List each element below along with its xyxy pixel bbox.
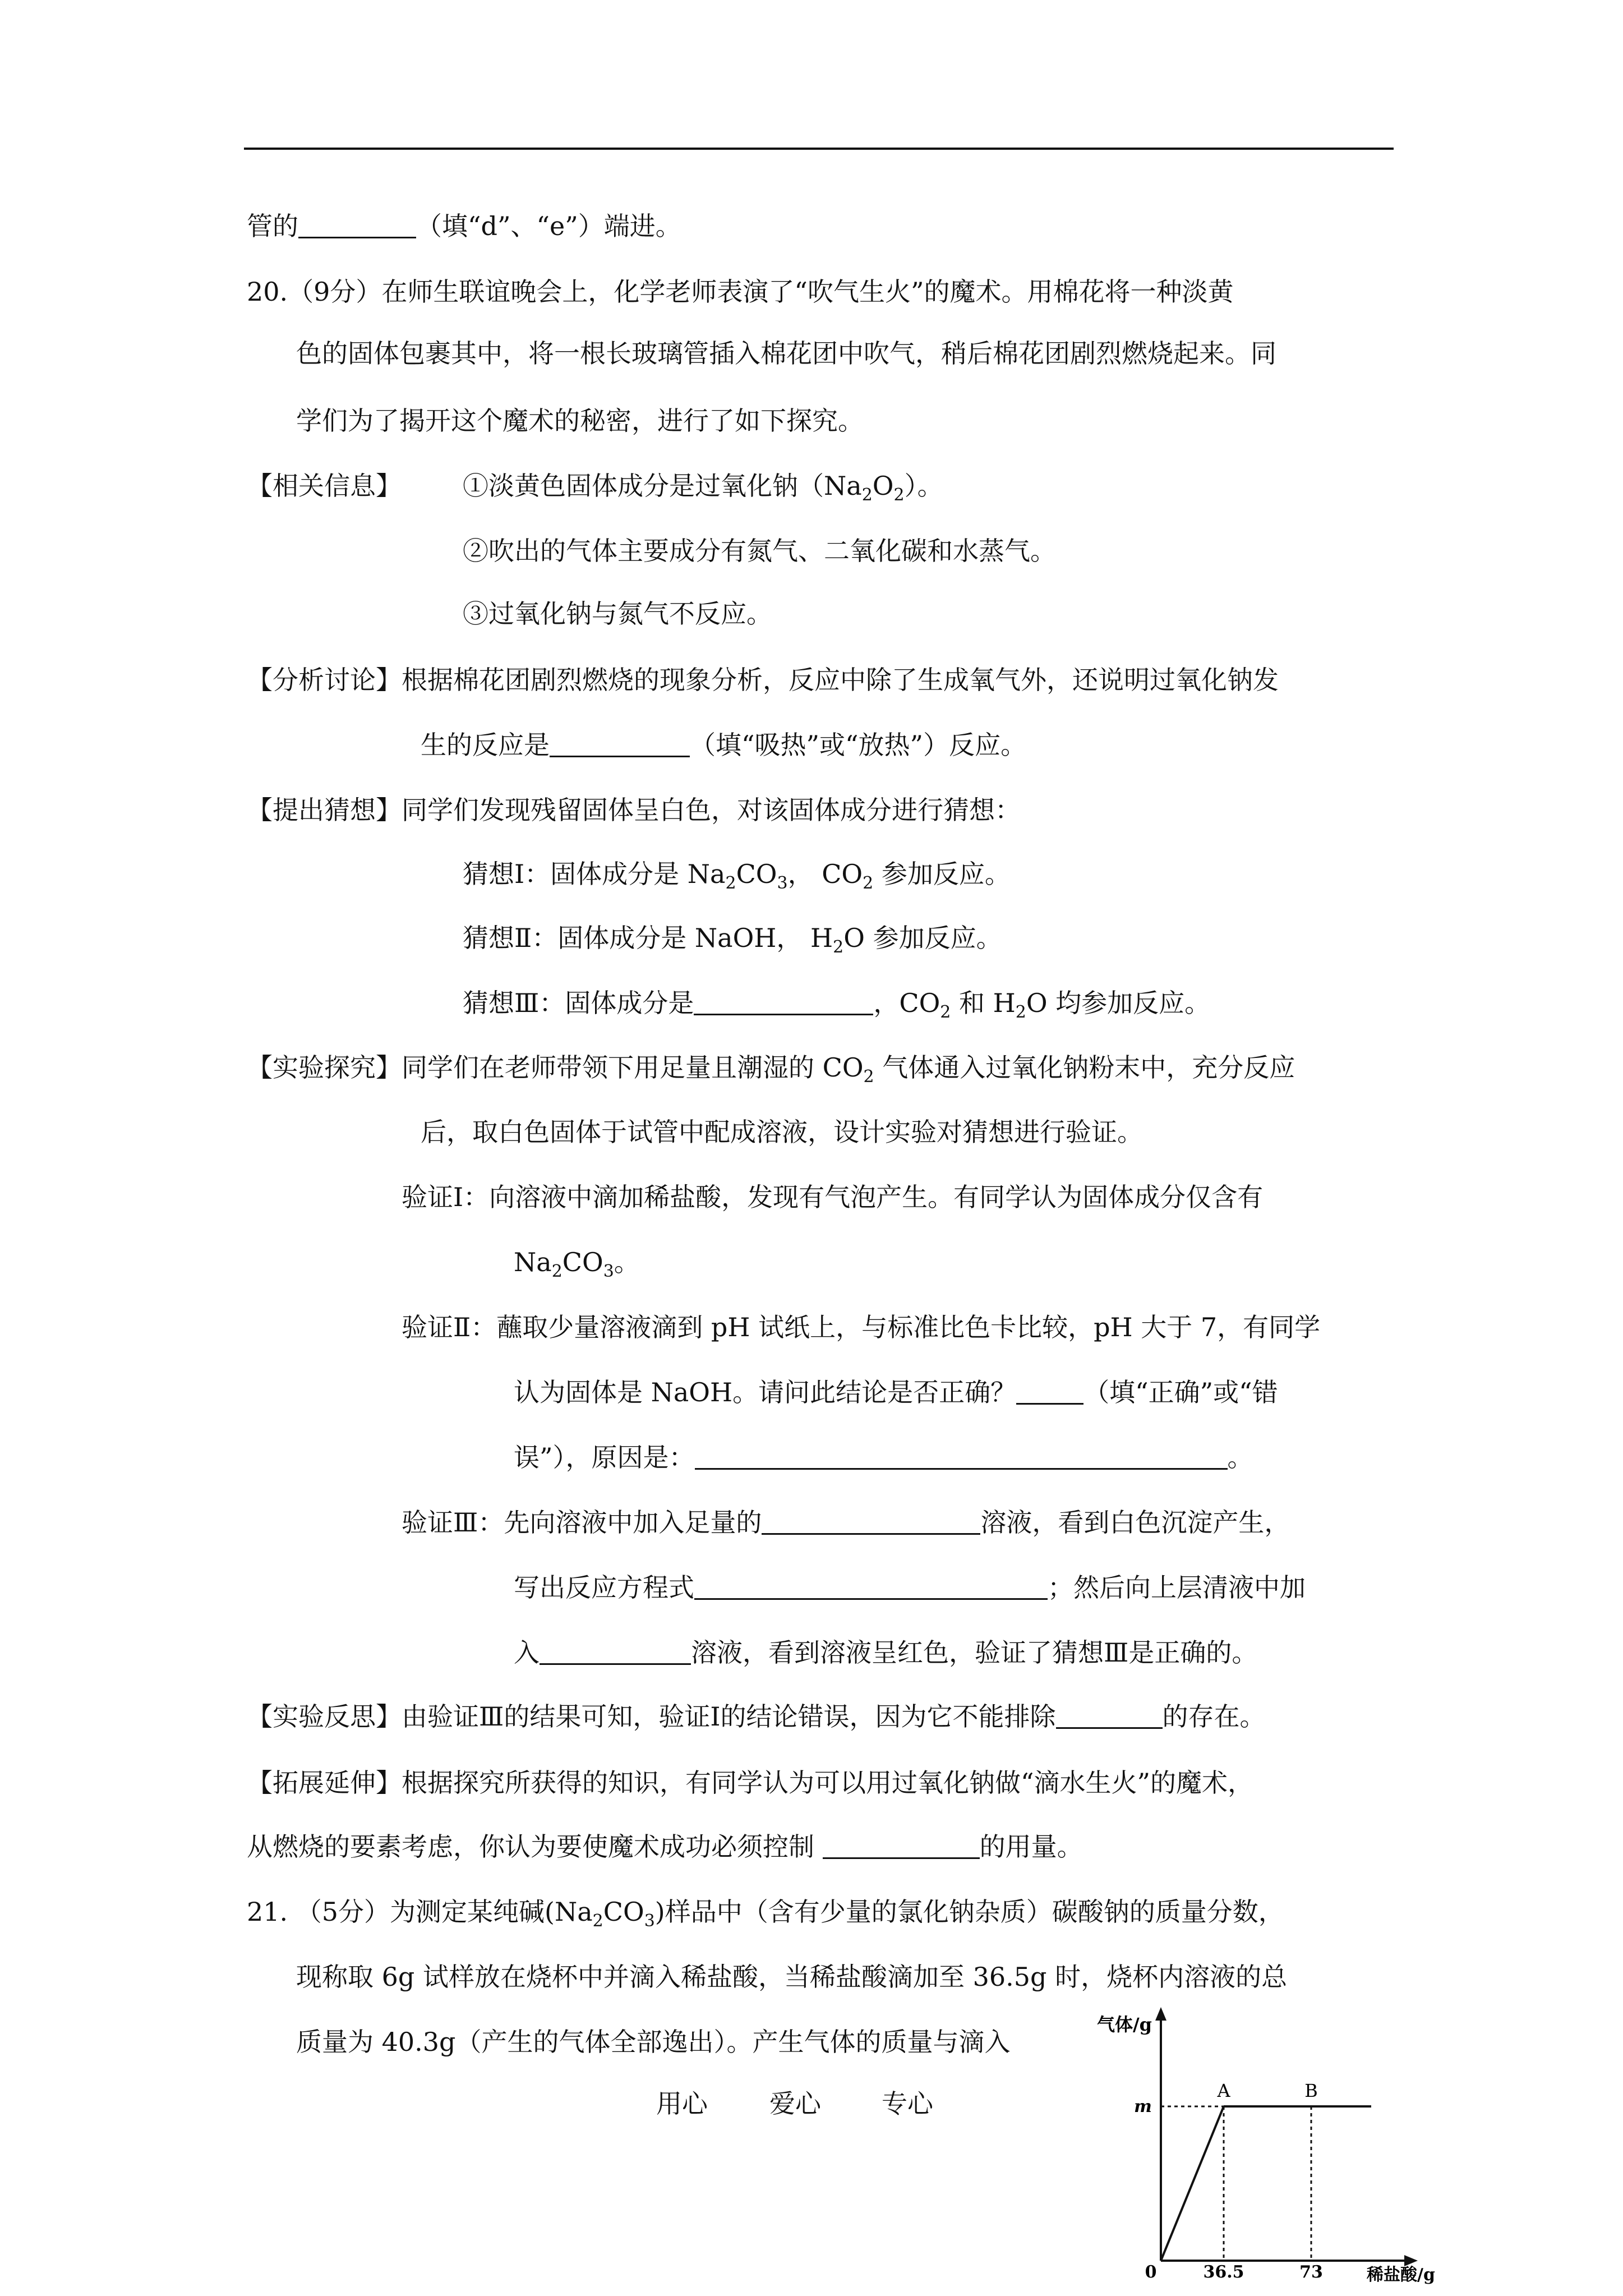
answer-blank[interactable] [823, 1832, 980, 1859]
series-line-rising [1161, 2106, 1224, 2261]
extension-line1: 【拓展延伸】根据探究所获得的知识，有同学认为可以用过氧化钠做“滴水生火”的魔术， [247, 1768, 1254, 1798]
info-3: ③过氧化钠与氮气不反应。 [463, 599, 772, 629]
guess-heading: 【提出猜想】同学们发现残留固体呈白色，对该固体成分进行猜想： [247, 795, 1021, 825]
verify-2-line1: 验证Ⅱ：蘸取少量溶液滴到 pH 试纸上，与标准比色卡比较，pH 大于 7，有同学 [402, 1312, 1321, 1342]
q20-line1: 20.（9分）在师生联谊晚会上，化学老师表演了“吹气生火”的魔术。用棉花将一种淡黄 [247, 277, 1234, 307]
verify-3-line1: 验证Ⅲ：先向溶液中加入足量的 溶液，看到白色沉淀产生， [402, 1507, 1290, 1538]
answer-blank[interactable] [762, 1507, 980, 1535]
q21-line1: 21. （5分）为测定某纯碱$(Na_2CO_3)$样品中（含有少量的氯化钠杂质）碳酸钠的质量分数， [247, 1897, 1284, 1931]
answer-blank[interactable] [1056, 1701, 1163, 1729]
x-tick-label: 36.5 [1203, 2262, 1244, 2282]
guess-3: 猜想Ⅲ：固体成分是 ，$CO_2$ 和 $H_2O$ 均参加反应。 [463, 988, 1211, 1022]
x-tick-label: 73 [1299, 2262, 1323, 2282]
answer-blank[interactable] [694, 988, 873, 1015]
gas-vs-acid-chart [1094, 1997, 1453, 2289]
verify-3-line2: 写出反应方程式 ；然后向上层清液中加 [514, 1572, 1306, 1603]
discussion-line1: 【分析讨论】根据棉花团剧烈燃烧的现象分析，反应中除了生成氧气外，还说明过氧化钠发 [247, 665, 1279, 695]
verify-1-line1: 验证Ⅰ：向溶液中滴加稀盐酸，发现有气泡产生。有同学认为固体成分仅含有 [402, 1182, 1264, 1212]
x-axis-label: 稀盐酸/g [1367, 2265, 1435, 2285]
reflection: 【实验反思】由验证Ⅲ的结果可知，验证Ⅰ的结论错误，因为它不能排除 的存在。 [247, 1701, 1266, 1732]
q21-line2: 现称取 6g 试样放在烧杯中并滴入稀盐酸，当稀盐酸滴加至 36.5g 时，烧杯内溶液的总 [296, 1962, 1288, 1992]
header-rule [244, 148, 1394, 150]
answer-blank[interactable] [694, 1572, 1048, 1600]
answer-blank[interactable] [695, 1442, 1228, 1470]
origin-label: 0 [1145, 2262, 1157, 2282]
guess-1: 猜想Ⅰ：固体成分是 $Na_2CO_3$， $CO_2$ 参加反应。 [463, 859, 1011, 893]
verify-3-line3: 入 溶液，看到溶液呈红色，验证了猜想Ⅲ是正确的。 [514, 1637, 1258, 1668]
verify-2-line3: 误”），原因是： 。 [514, 1442, 1253, 1473]
discussion-line2: 生的反应是 （填“吸热”或“放热”）反应。 [421, 730, 1027, 760]
y-axis-label: 气体/g [1096, 2014, 1152, 2035]
y-tick-label: m [1134, 2097, 1152, 2116]
guess-2: 猜想Ⅱ：固体成分是 NaOH， $H_2O$ 参加反应。 [463, 923, 1002, 957]
footer-text-3: 专心 [882, 2088, 933, 2119]
extension-line2: 从燃烧的要素考虑，你认为要使魔术成功必须控制 的用量。 [247, 1832, 1083, 1862]
info-heading: 【相关信息】 [247, 471, 402, 501]
verify-1-line2: $Na_2CO_3$。 [514, 1247, 640, 1281]
y-axis-arrow [1155, 2007, 1166, 2021]
point-label-a: A [1217, 2080, 1230, 2101]
q20-line3: 学们为了揭开这个魔术的秘密，进行了如下探究。 [296, 406, 864, 436]
footer-text-1: 用心 [656, 2088, 708, 2119]
info-1: ①淡黄色固体成分是过氧化钠$(Na_2O_2)$。 [463, 471, 943, 505]
verify-2-line2: 认为固体是 NaOH。请问此结论是否正确？ （填“正确”或“错 [514, 1377, 1278, 1407]
q21-line3: 质量为 40.3g（产生的气体全部逸出）。产生气体的质量与滴入 [296, 2027, 1011, 2057]
answer-blank[interactable] [298, 211, 416, 238]
x-axis-arrow [1404, 2255, 1418, 2266]
q20-line2: 色的固体包裹其中，将一根长玻璃管插入棉花团中吹气，稍后棉花团剧烈燃烧起来。同 [296, 338, 1276, 369]
experiment-line2: 后，取白色固体于试管中配成溶液，设计实验对猜想进行验证。 [421, 1117, 1143, 1147]
experiment-line1: 【实验探究】同学们在老师带领下用足量且潮湿的 $CO_2$ 气体通入过氧化钠粉末中，充分反应 [247, 1052, 1295, 1087]
footer-text-2: 爱心 [769, 2088, 821, 2119]
line-prev: 管的 （填“d”、“e”）端进。 [247, 211, 681, 241]
info-2: ②吹出的气体主要成分有氮气、二氧化碳和水蒸气。 [463, 536, 1056, 566]
point-label-b: B [1304, 2080, 1318, 2101]
answer-blank[interactable] [550, 730, 690, 757]
answer-blank[interactable] [540, 1637, 691, 1665]
answer-blank[interactable] [1016, 1377, 1083, 1405]
